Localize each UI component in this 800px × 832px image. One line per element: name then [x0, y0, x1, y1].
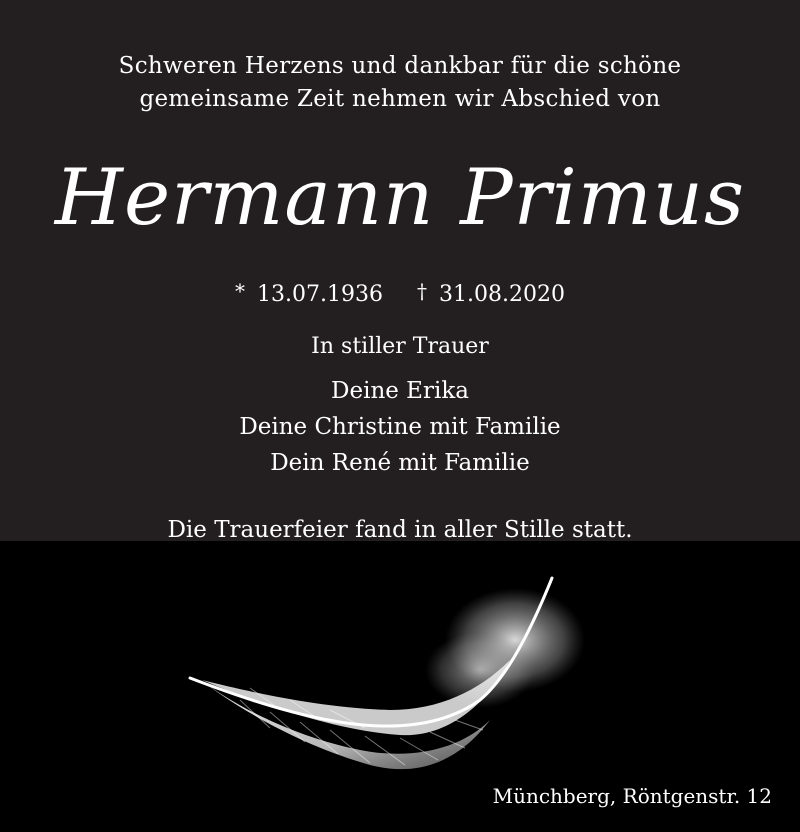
deceased-name: Hermann Primus [54, 153, 746, 243]
death-symbol: † [417, 279, 427, 303]
intro-line-1: Schweren Herzens und dankbar für die schöne [118, 53, 682, 79]
intro-line-2: gemeinsame Zeit nehmen wir Abschied von [139, 86, 661, 112]
mourners-list [0, 373, 800, 481]
mourner-item: Deine Christine mit Familie [239, 414, 561, 440]
life-dates [0, 276, 800, 310]
funeral-notice: Die Trauerfeier fand in aller Stille statt. [167, 517, 633, 543]
death-date: 31.08.2020 [439, 282, 565, 307]
mourner-item: Dein René mit Familie [270, 450, 530, 476]
intro-text [0, 50, 800, 116]
birth-symbol: * [235, 279, 246, 303]
mourner-item: Deine Erika [331, 378, 469, 404]
birth-date: 13.07.1936 [257, 282, 383, 307]
address: Münchberg, Röntgenstr. 12 [492, 784, 772, 808]
mourning-label: In stiller Trauer [311, 334, 489, 359]
